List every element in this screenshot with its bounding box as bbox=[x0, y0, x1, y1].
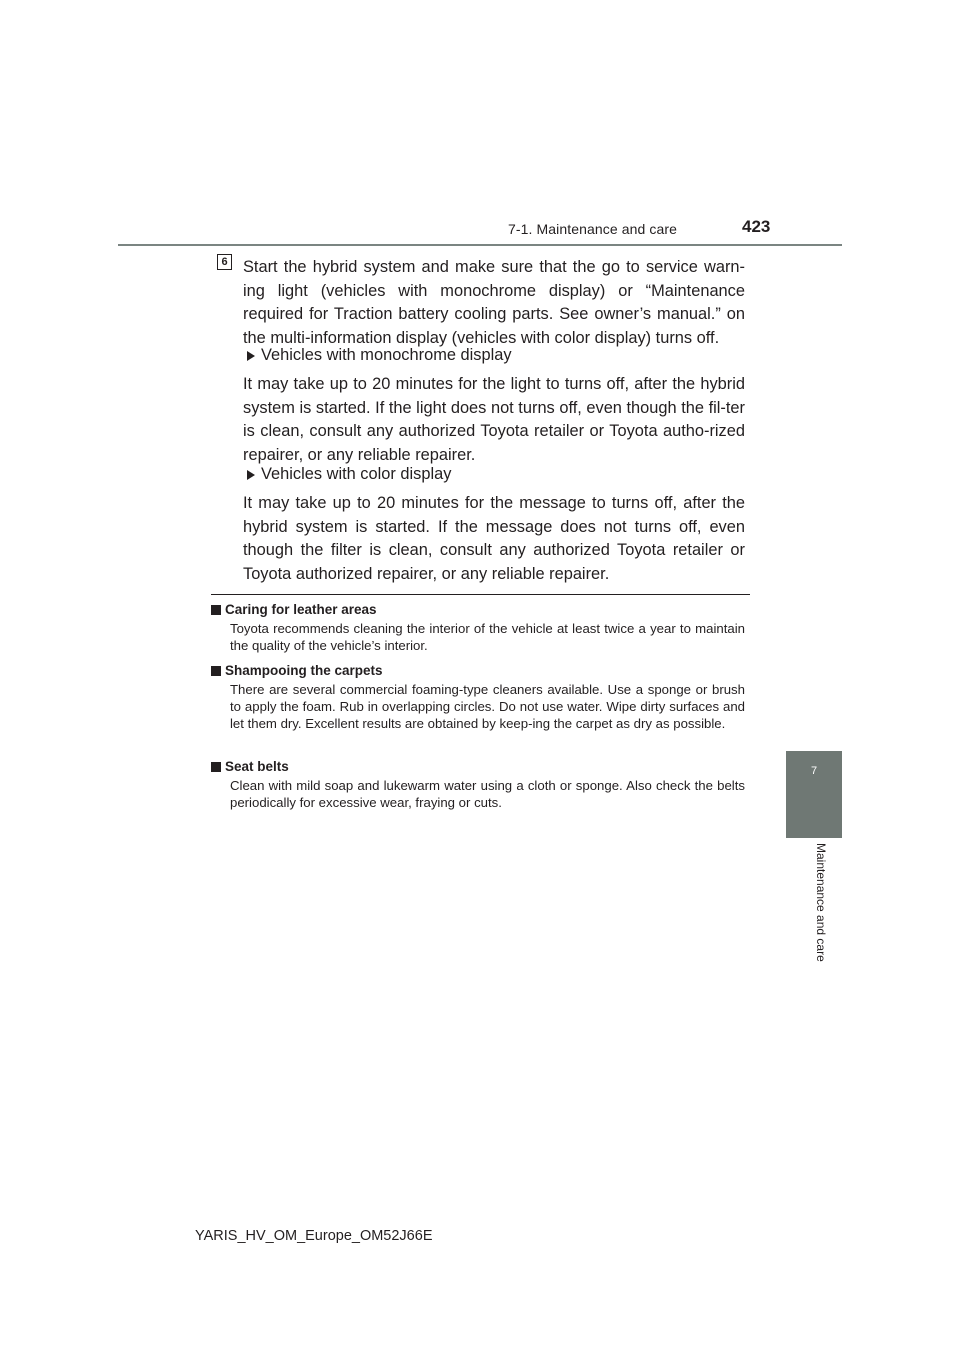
triangle-bullet-icon bbox=[247, 351, 255, 361]
square-bullet-icon bbox=[211, 666, 221, 676]
footer-doc-id: YARIS_HV_OM_Europe_OM52J66E bbox=[195, 1228, 433, 1244]
header-rule bbox=[118, 244, 842, 246]
bullet-heading: Vehicles with monochrome display bbox=[261, 346, 512, 364]
step-text: Start the hybrid system and make sure that the go to service warn-ing light (vehicles with monochrome display) or “Maintenance required for Traction battery cooling parts. See owner’s manual.” on the multi-information display (vehicles with color display) turns off. bbox=[243, 258, 745, 347]
bullet-monochrome-text: It may take up to 20 minutes for the light to turns off, after the hybrid system is started. If the light does not turns off, even though the fil-ter is clean, consult any authorized Toyota retailer or Toyota autho-rized repairer, or any reliable repairer. bbox=[243, 375, 745, 464]
note-carpets bbox=[211, 662, 745, 732]
bullet-heading: Vehicles with color display bbox=[261, 465, 452, 483]
note-title: Caring for leather areas bbox=[225, 602, 377, 617]
note-heading bbox=[211, 758, 745, 776]
header-section-title: 7-1. Maintenance and care bbox=[508, 221, 678, 237]
note-seat-belts bbox=[211, 758, 745, 811]
bullet-color-text: It may take up to 20 minutes for the message to turns off, after the hybrid system is started. If the message does not turns off, even though the filter is clean, consult any authorized Toyota retailer or Toyota authorized repairer, or any reliable repairer. bbox=[243, 494, 745, 583]
step-number-box: 6 bbox=[217, 254, 232, 270]
chapter-side-label: Maintenance and care bbox=[814, 843, 828, 962]
square-bullet-icon bbox=[211, 762, 221, 772]
chapter-number: 7 bbox=[810, 765, 818, 777]
note-body: Toyota recommends cleaning the interior of the vehicle at least twice a year to maintain the quality of the vehicle’s interior. bbox=[230, 621, 745, 653]
triangle-bullet-icon bbox=[247, 470, 255, 480]
note-heading bbox=[211, 662, 745, 680]
note-leather bbox=[211, 601, 745, 654]
square-bullet-icon bbox=[211, 605, 221, 615]
chapter-tab bbox=[786, 751, 842, 838]
bullet-color bbox=[243, 463, 451, 487]
note-heading bbox=[211, 601, 745, 619]
note-title: Seat belts bbox=[225, 759, 289, 774]
note-title: Shampooing the carpets bbox=[225, 663, 383, 678]
note-body: There are several commercial foaming-type cleaners available. Use a sponge or brush to apply the foam. Rub in overlapping circles. Do not use water. Wipe dirty surfaces and let them dry. Excellent results are obtained by keep-ing the carpet as dry as possible. bbox=[230, 682, 745, 731]
notes-divider bbox=[211, 594, 750, 595]
page-number: 423 bbox=[742, 217, 771, 236]
note-body: Clean with mild soap and lukewarm water using a cloth or sponge. Also check the belts periodically for excessive wear, fraying or cuts. bbox=[230, 778, 745, 810]
bullet-monochrome bbox=[243, 344, 512, 368]
